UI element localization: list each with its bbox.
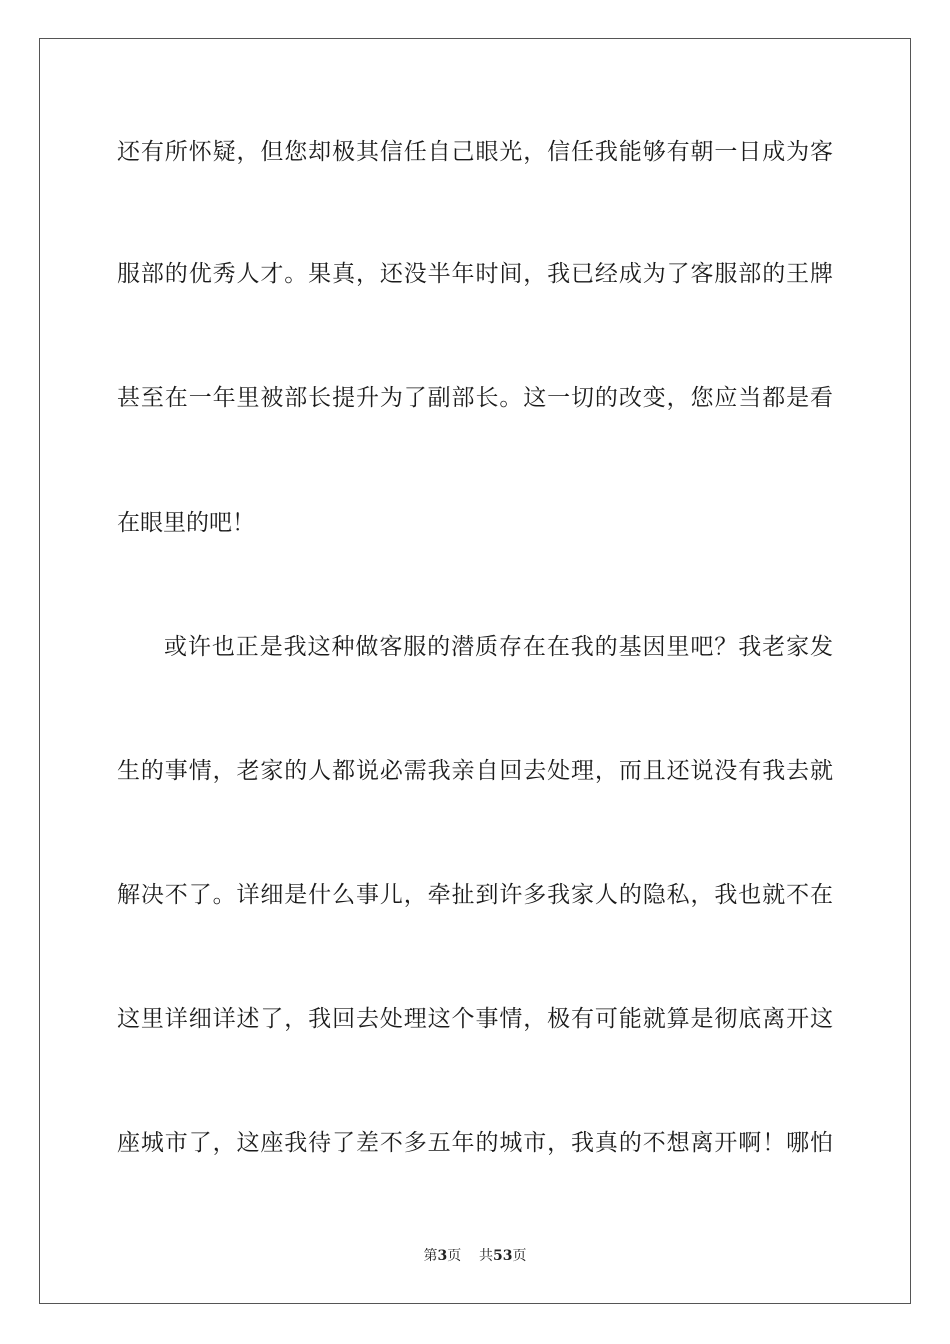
- paragraph-line-5: 或许也正是我这种做客服的潜质存在在我的基因里吧？我老家发: [164, 634, 833, 660]
- page-prefix: 第: [423, 1248, 438, 1264]
- page-frame: [39, 38, 911, 1304]
- paragraph-line-7: 解决不了。详细是什么事儿，牵扯到许多我家人的隐私，我也就不在: [117, 882, 833, 908]
- paragraph-line-2: 服部的优秀人才。果真，还没半年时间，我已经成为了客服部的王牌: [117, 261, 833, 287]
- paragraph-line-8: 这里详细详述了，我回去处理这个事情，极有可能就算是彻底离开这: [117, 1006, 833, 1032]
- paragraph-line-9: 座城市了，这座我待了差不多五年的城市，我真的不想离开啊！哪怕: [117, 1130, 833, 1156]
- paragraph-line-6: 生的事情，老家的人都说必需我亲自回去处理，而且还说没有我去就: [117, 758, 833, 784]
- page-suffix: 页: [447, 1248, 462, 1264]
- total-suffix: 页: [512, 1248, 527, 1264]
- page-total: 53: [493, 1248, 513, 1264]
- page-current: 3: [437, 1248, 448, 1264]
- paragraph-line-3: 甚至在一年里被部长提升为了副部长。这一切的改变，您应当都是看: [117, 385, 833, 411]
- total-prefix: 共: [479, 1248, 494, 1264]
- paragraph-line-1: 还有所怀疑，但您却极其信任自己眼光，信任我能够有朝一日成为客: [117, 139, 833, 165]
- page-footer: [0, 1246, 950, 1266]
- paragraph-line-4: 在眼里的吧！: [117, 510, 255, 536]
